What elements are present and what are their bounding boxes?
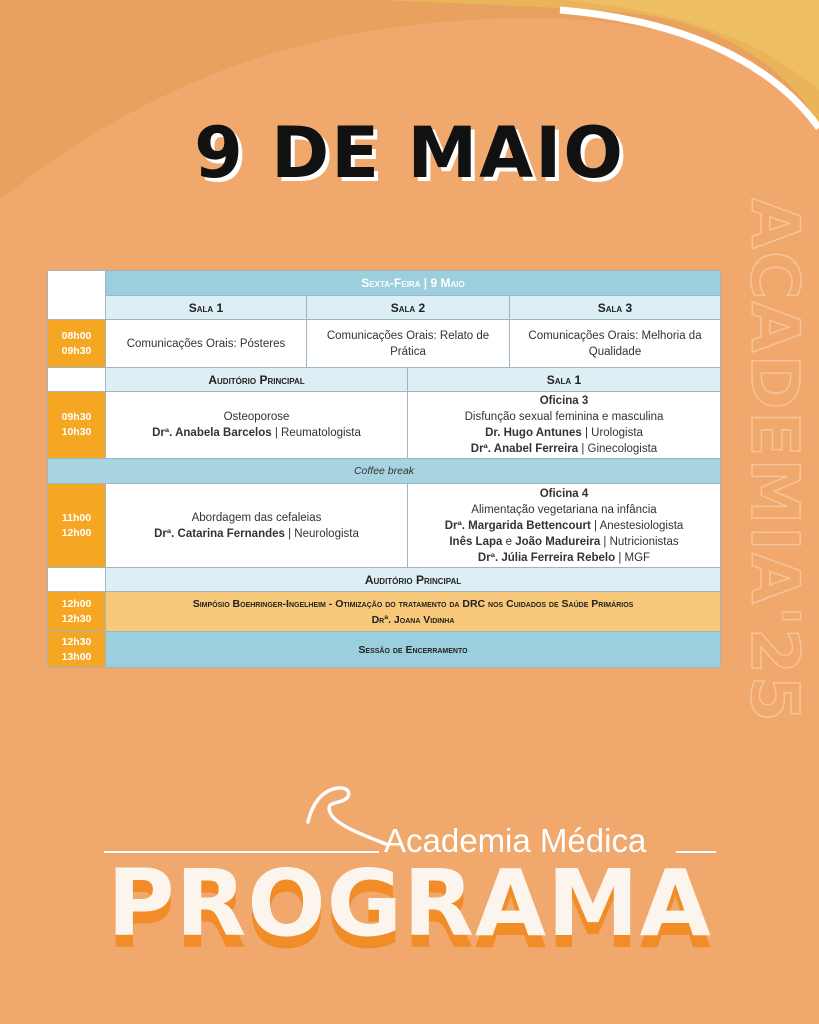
table-row [48, 592, 721, 632]
start-time: 12h00 [61, 597, 92, 610]
symposium-title: Simpósio Boehringer-Ingelheim - Otimização do tratamento da DRC nos Cuidados de Saúde Primários [192, 597, 634, 610]
speaker-name: Inês Lapa [449, 535, 503, 548]
session-cell: Comunicações Orais: Pósteres [106, 320, 307, 368]
end-time: 12h30 [61, 612, 92, 625]
speaker-name: Drª. Júlia Ferreira Rebelo [477, 551, 616, 564]
symposium-speaker: Drª. Joana Vidinha [371, 613, 455, 626]
start-time: 08h00 [61, 329, 92, 342]
time-cell [48, 592, 106, 632]
speaker-role: | Urologista [584, 427, 643, 439]
blank-cell [48, 368, 106, 392]
start-time: 09h30 [61, 411, 92, 423]
svg-text:ACADEMIA'25: ACADEMIA'25 [736, 198, 813, 724]
session-cell [106, 392, 408, 459]
conjunction: e [505, 535, 513, 548]
session-cell [106, 484, 408, 568]
end-time: 13h00 [61, 650, 92, 663]
coffee-row [48, 459, 721, 484]
room-header: Auditório Principal [106, 368, 408, 392]
workshop-label: Oficina 3 [539, 395, 589, 407]
speaker-name: Drª. Margarida Bettencourt [444, 519, 591, 532]
end-time: 10h30 [61, 426, 92, 438]
time-cell [48, 632, 106, 668]
table-row [48, 484, 721, 568]
speaker-name: Dr. Hugo Antunes [485, 427, 582, 439]
room-header: Sala 1 [106, 296, 307, 320]
end-time: 09h30 [61, 344, 92, 357]
workshop-cell [408, 392, 721, 459]
time-cell [48, 392, 106, 459]
academia-medica-subtitle: Academia Médica [384, 822, 647, 859]
speaker-role: | Nutricionistas [603, 535, 679, 548]
closing-session: Sessão de Encerramento [106, 632, 721, 668]
start-time: 12h30 [61, 635, 92, 648]
speaker-role: | Ginecologista [581, 443, 658, 455]
table-row [48, 392, 721, 459]
table-row [48, 632, 721, 668]
session-title: Abordagem das cefaleias [191, 511, 322, 524]
workshop-label: Oficina 4 [539, 487, 589, 500]
rooms-row [48, 368, 721, 392]
programa-title: PROGRAMA [107, 850, 712, 957]
schedule-table [47, 270, 721, 668]
start-time: 11h00 [61, 511, 92, 524]
blank-cell [48, 568, 106, 592]
session-title: Osteoporose [223, 411, 290, 423]
speaker-name: Drª. Anabel Ferreira [470, 443, 579, 455]
end-time: 12h00 [61, 526, 92, 539]
rooms-row [48, 568, 721, 592]
speaker-role: | MGF [618, 551, 651, 564]
rooms-row [48, 296, 721, 320]
room-header: Sala 3 [510, 296, 721, 320]
speaker-name: Drª. Anabela Barcelos [152, 427, 272, 439]
speaker-name: João Madureira [515, 535, 601, 548]
room-header: Sala 1 [408, 368, 721, 392]
speaker-role: | Anestesiologista [594, 519, 684, 532]
symposium-cell [106, 592, 721, 632]
room-header: Auditório Principal [106, 568, 721, 592]
session-cell: Comunicações Orais: Relato de Prática [307, 320, 510, 368]
workshop-cell [408, 484, 721, 568]
vertical-brand-text [734, 190, 813, 780]
time-cell [48, 320, 106, 368]
table-header-row [48, 271, 721, 296]
session-cell: Comunicações Orais: Melhoria da Qualidade [510, 320, 721, 368]
speaker-role: | Neurologista [288, 527, 359, 540]
workshop-topic: Disfunção sexual feminina e masculina [464, 411, 664, 423]
coffee-break: Coffee break [48, 459, 721, 484]
speaker-name: Drª. Catarina Fernandes [154, 527, 285, 540]
speaker-role: | Reumatologista [274, 427, 361, 439]
corner-cell [48, 271, 106, 320]
table-row [48, 320, 721, 368]
room-header: Sala 2 [307, 296, 510, 320]
workshop-topic: Alimentação vegetariana na infância [471, 503, 657, 516]
page-title: 9 DE MAIO [194, 112, 625, 194]
time-cell [48, 484, 106, 568]
day-header: Sexta-Feira | 9 Maio [106, 271, 721, 296]
